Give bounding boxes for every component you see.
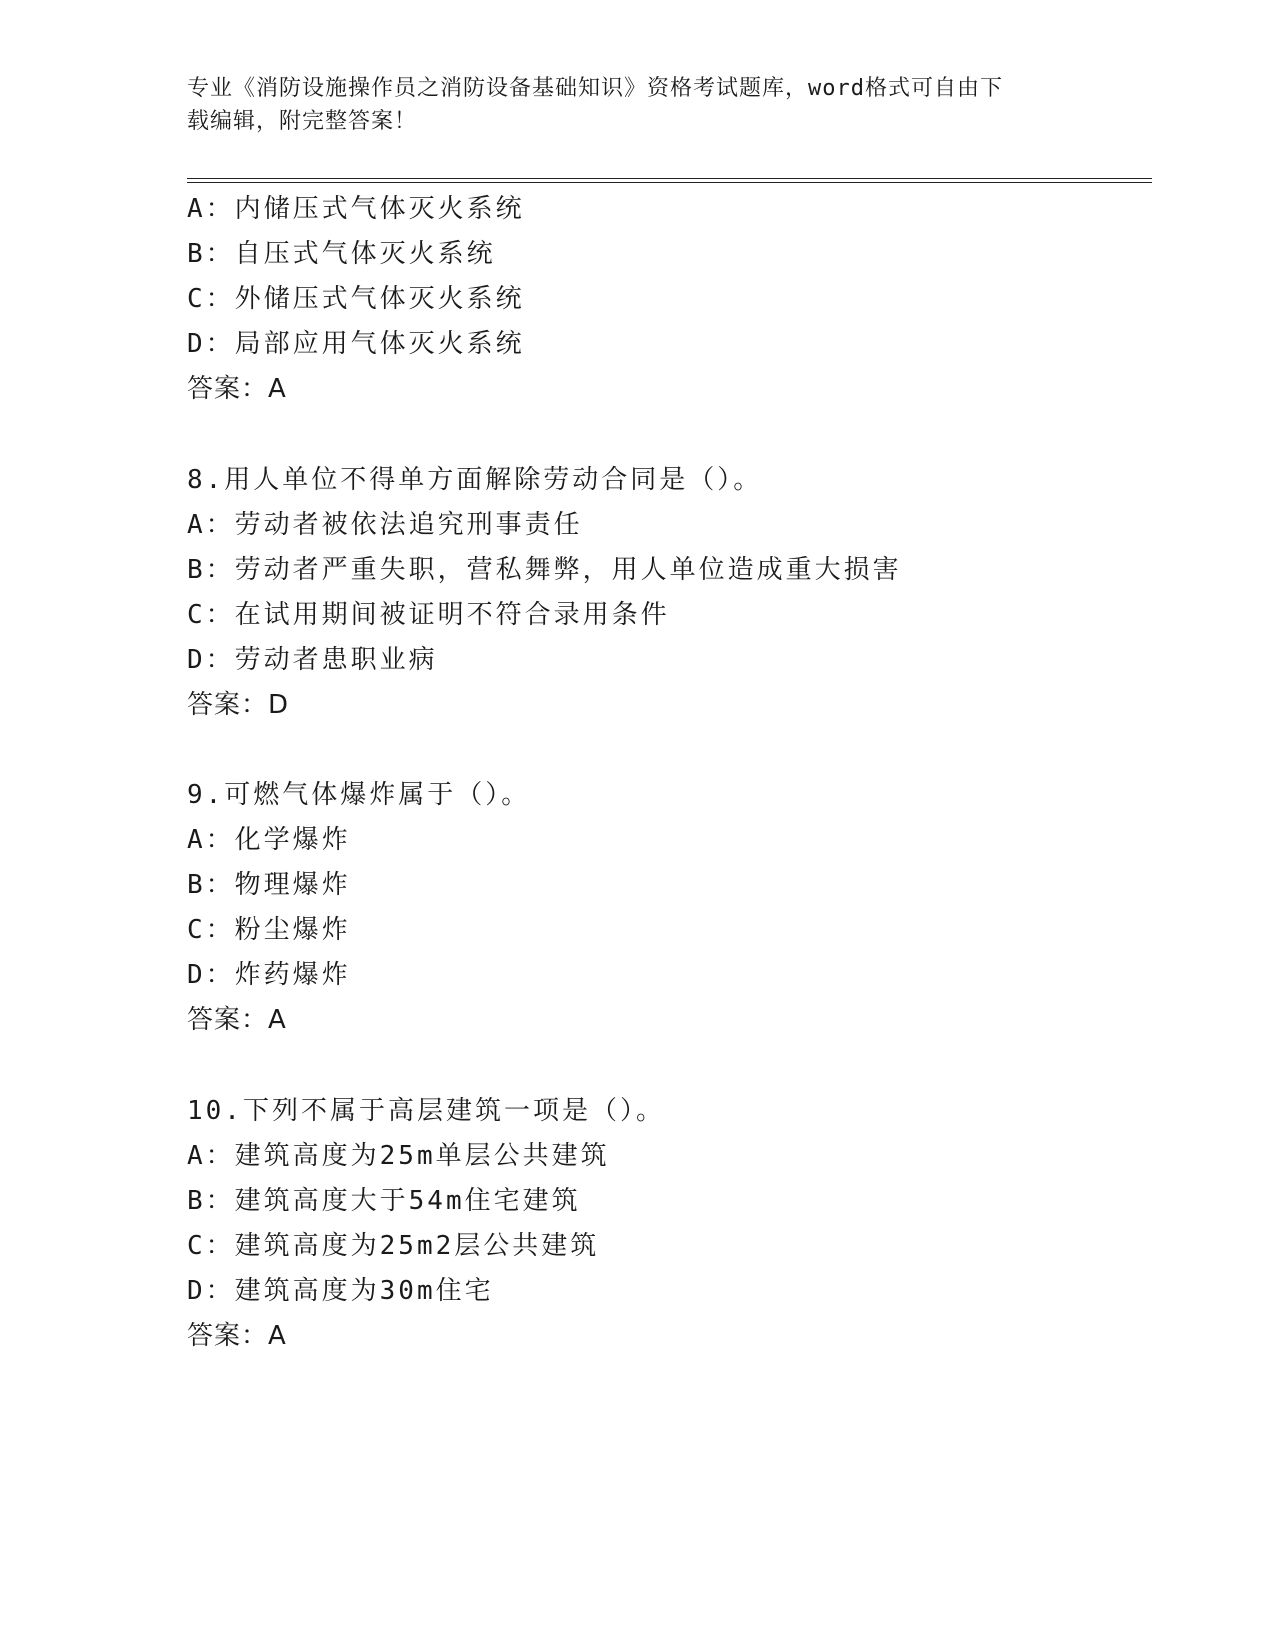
option-a: A：内储压式气体灭火系统 [187, 194, 525, 224]
option-d: D：劳动者患职业病 [187, 645, 438, 675]
header-line-2: 载编辑，附完整答案！ [187, 109, 418, 134]
option-b: B：劳动者严重失职，营私舞弊，用人单位造成重大损害 [187, 555, 902, 585]
question-text: 10.下列不属于高层建筑一项是（）。 [187, 1096, 665, 1126]
option-a: A：建筑高度为25m单层公共建筑 [187, 1141, 610, 1171]
option-d: D：炸药爆炸 [187, 960, 351, 990]
option-b: B：物理爆炸 [187, 870, 351, 900]
option-d: D：建筑高度为30m住宅 [187, 1276, 494, 1306]
answer-label: 答案：D [187, 690, 290, 720]
header-divider-bottom [187, 182, 1152, 183]
option-a: A：劳动者被依法追究刑事责任 [187, 510, 583, 540]
option-c: C：在试用期间被证明不符合录用条件 [187, 600, 670, 630]
answer-label: 答案：A [187, 1321, 287, 1351]
answer-label: 答案：A [187, 374, 287, 404]
option-d: D：局部应用气体灭火系统 [187, 329, 525, 359]
header-line-1: 专业《消防设施操作员之消防设备基础知识》资格考试题库，word格式可自由下 [187, 76, 1003, 101]
option-b: B：建筑高度大于54m住宅建筑 [187, 1186, 581, 1216]
document-header [187, 72, 1087, 138]
header-divider-top [187, 178, 1152, 179]
answer-label: 答案：A [187, 1005, 287, 1035]
option-b: B：自压式气体灭火系统 [187, 239, 496, 269]
option-c: C：粉尘爆炸 [187, 915, 351, 945]
question-text: 9.可燃气体爆炸属于（）。 [187, 780, 531, 810]
option-a: A：化学爆炸 [187, 825, 351, 855]
question-text: 8.用人单位不得单方面解除劳动合同是（）。 [187, 465, 763, 495]
option-c: C：外储压式气体灭火系统 [187, 284, 525, 314]
option-c: C：建筑高度为25m2层公共建筑 [187, 1231, 600, 1261]
